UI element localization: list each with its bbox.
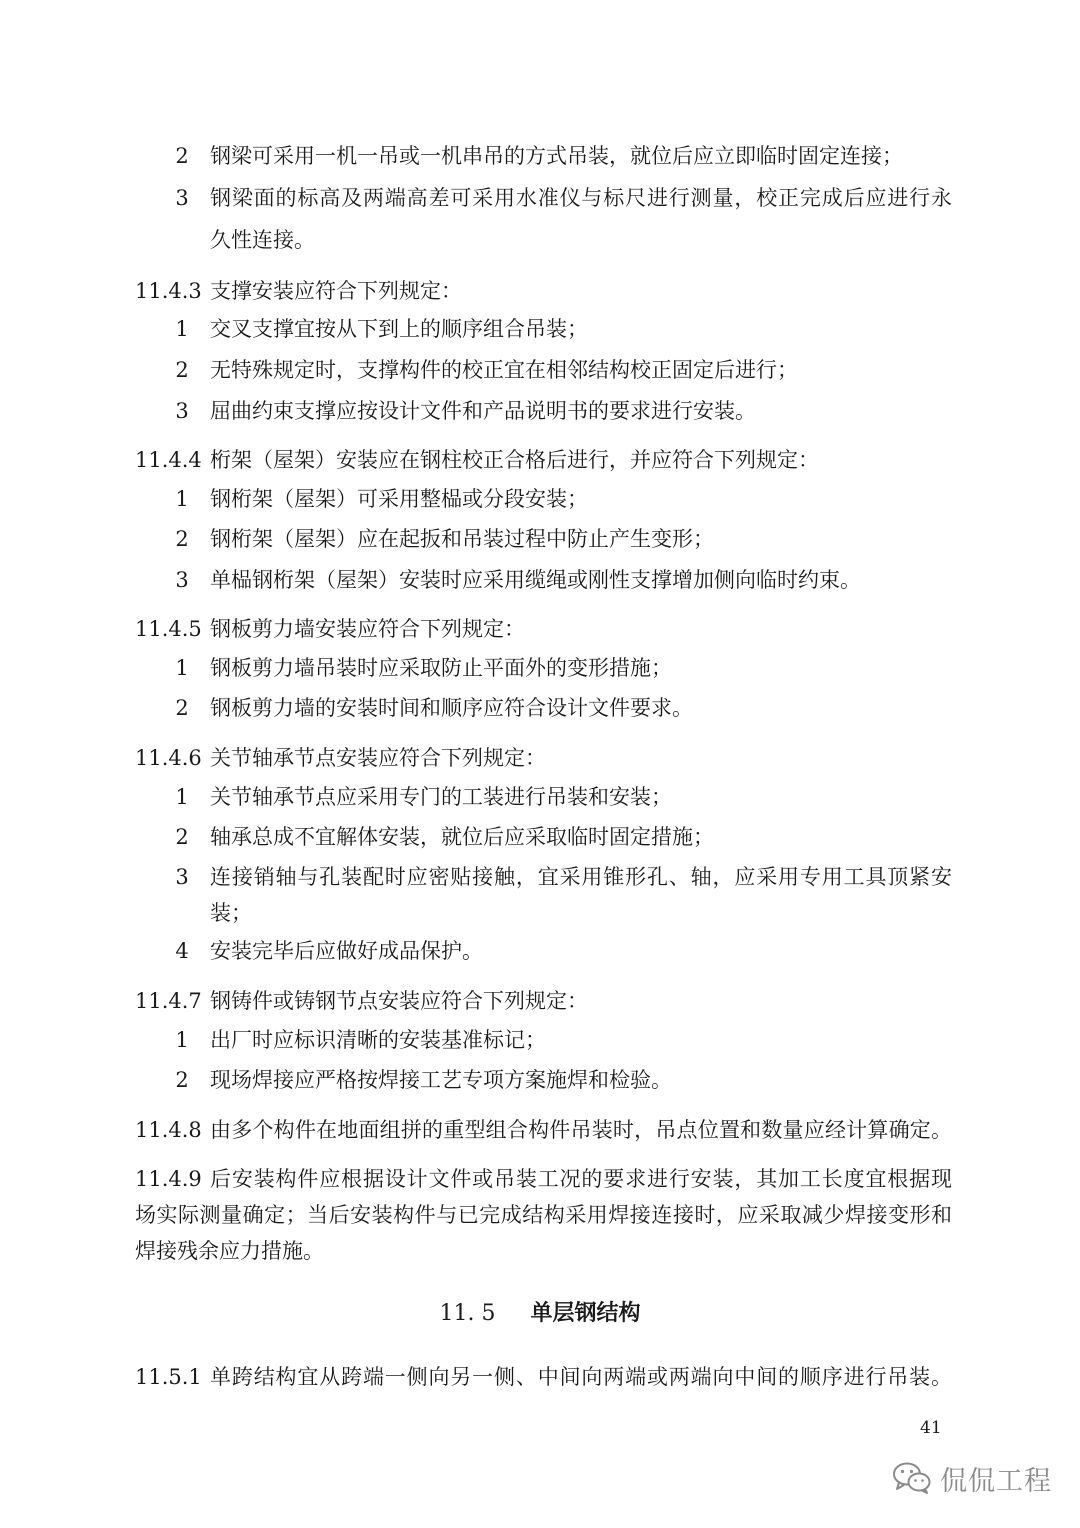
item-text: 钢桁架（屋架）应在起扳和吊装过程中防止产生变形； (210, 527, 714, 551)
item-text: 装； (210, 901, 252, 925)
item-text: 屈曲约束支撑应按设计文件和产品说明书的要求进行安装。 (210, 399, 756, 423)
item-number: 3 (175, 186, 189, 210)
wechat-icon (892, 1461, 932, 1495)
clause-text: 单跨结构宜从跨端一侧向另一侧、中间向两端或两端向中间的顺序进行吊装。 (210, 1365, 952, 1389)
item-text: 关节轴承节点应采用专门的工装进行吊装和安装； (210, 785, 672, 809)
item-text: 出厂时应标识清晰的安装基准标记； (210, 1028, 546, 1052)
item-text: 连接销轴与孔装配时应密贴接触，宜采用锥形孔、轴，应采用专用工具顶紧安 (210, 865, 952, 889)
item-text: 钢梁面的标高及两端高差可采用水准仪与标尺进行测量，校正完成后应进行永 (210, 186, 952, 210)
item-number: 3 (175, 399, 189, 423)
item-number: 2 (175, 144, 189, 168)
clause-text: 桁架（屋架）安装应在钢柱校正合格后进行，并应符合下列规定： (210, 448, 819, 472)
item-number: 1 (175, 317, 189, 341)
clause-number: 11.4.9 (135, 1167, 202, 1191)
item-number: 2 (175, 825, 189, 849)
item-number: 2 (175, 358, 189, 382)
item-text: 安装完毕后应做好成品保护。 (210, 939, 483, 963)
clause-text: 由多个构件在地面组拼的重型组合构件吊装时，吊点位置和数量应经计算确定。 (210, 1118, 952, 1142)
page-number: 41 (920, 1418, 942, 1438)
item-text: 钢桁架（屋架）可采用整榀或分段安装； (210, 487, 588, 511)
item-number: 4 (175, 939, 189, 963)
clause-number: 11.4.4 (135, 448, 202, 472)
clause-number: 11.5.1 (135, 1365, 202, 1389)
item-number: 1 (175, 1028, 189, 1052)
clause-number: 11.4.8 (135, 1118, 202, 1142)
item-number: 1 (175, 656, 189, 680)
clause-text: 焊接残余应力措施。 (135, 1239, 324, 1263)
item-number: 3 (175, 865, 189, 889)
item-text: 钢板剪力墙的安装时间和顺序应符合设计文件要求。 (210, 696, 693, 720)
section-title (0, 1297, 1080, 1331)
item-text: 现场焊接应严格按焊接工艺专项方案施焊和检验。 (210, 1068, 672, 1092)
section-name: 单层钢结构 (530, 1301, 641, 1326)
clause-text: 钢铸件或铸钢节点安装应符合下列规定： (210, 989, 588, 1013)
clause-text: 场实际测量确定；当后安装构件与已完成结构采用焊接连接时，应采取减少焊接变形和 (135, 1203, 952, 1227)
item-number: 3 (175, 568, 189, 592)
item-number: 2 (175, 696, 189, 720)
item-text: 钢板剪力墙吊装时应采取防止平面外的变形措施； (210, 656, 672, 680)
clause-text: 支撑安装应符合下列规定： (210, 279, 462, 303)
clause-number: 11.4.5 (135, 617, 202, 641)
item-text: 无特殊规定时，支撑构件的校正宜在相邻结构校正固定后进行； (210, 358, 798, 382)
item-text: 钢梁可采用一机一吊或一机串吊的方式吊装，就位后应立即临时固定连接； (210, 144, 903, 168)
watermark (892, 1458, 1052, 1498)
clause-text: 钢板剪力墙安装应符合下列规定： (210, 617, 525, 641)
item-number: 1 (175, 785, 189, 809)
item-number: 2 (175, 527, 189, 551)
item-text: 轴承总成不宜解体安装，就位后应采取临时固定措施； (210, 825, 714, 849)
section-number: 11. 5 (439, 1301, 496, 1326)
clause-number: 11.4.6 (135, 746, 202, 770)
clause-text: 关节轴承节点安装应符合下列规定： (210, 746, 546, 770)
item-text: 久性连接。 (210, 228, 315, 252)
clause-number: 11.4.7 (135, 989, 202, 1013)
watermark-text: 侃侃工程 (940, 1465, 1052, 1497)
item-number: 1 (175, 487, 189, 511)
clause-text: 后安装构件应根据设计文件或吊装工况的要求进行安装，其加工长度宜根据现 (210, 1167, 952, 1191)
clause-number: 11.4.3 (135, 279, 202, 303)
item-number: 2 (175, 1068, 189, 1092)
item-text: 单榀钢桁架（屋架）安装时应采用缆绳或刚性支撑增加侧向临时约束。 (210, 568, 861, 592)
item-text: 交叉支撑宜按从下到上的顺序组合吊装； (210, 317, 588, 341)
